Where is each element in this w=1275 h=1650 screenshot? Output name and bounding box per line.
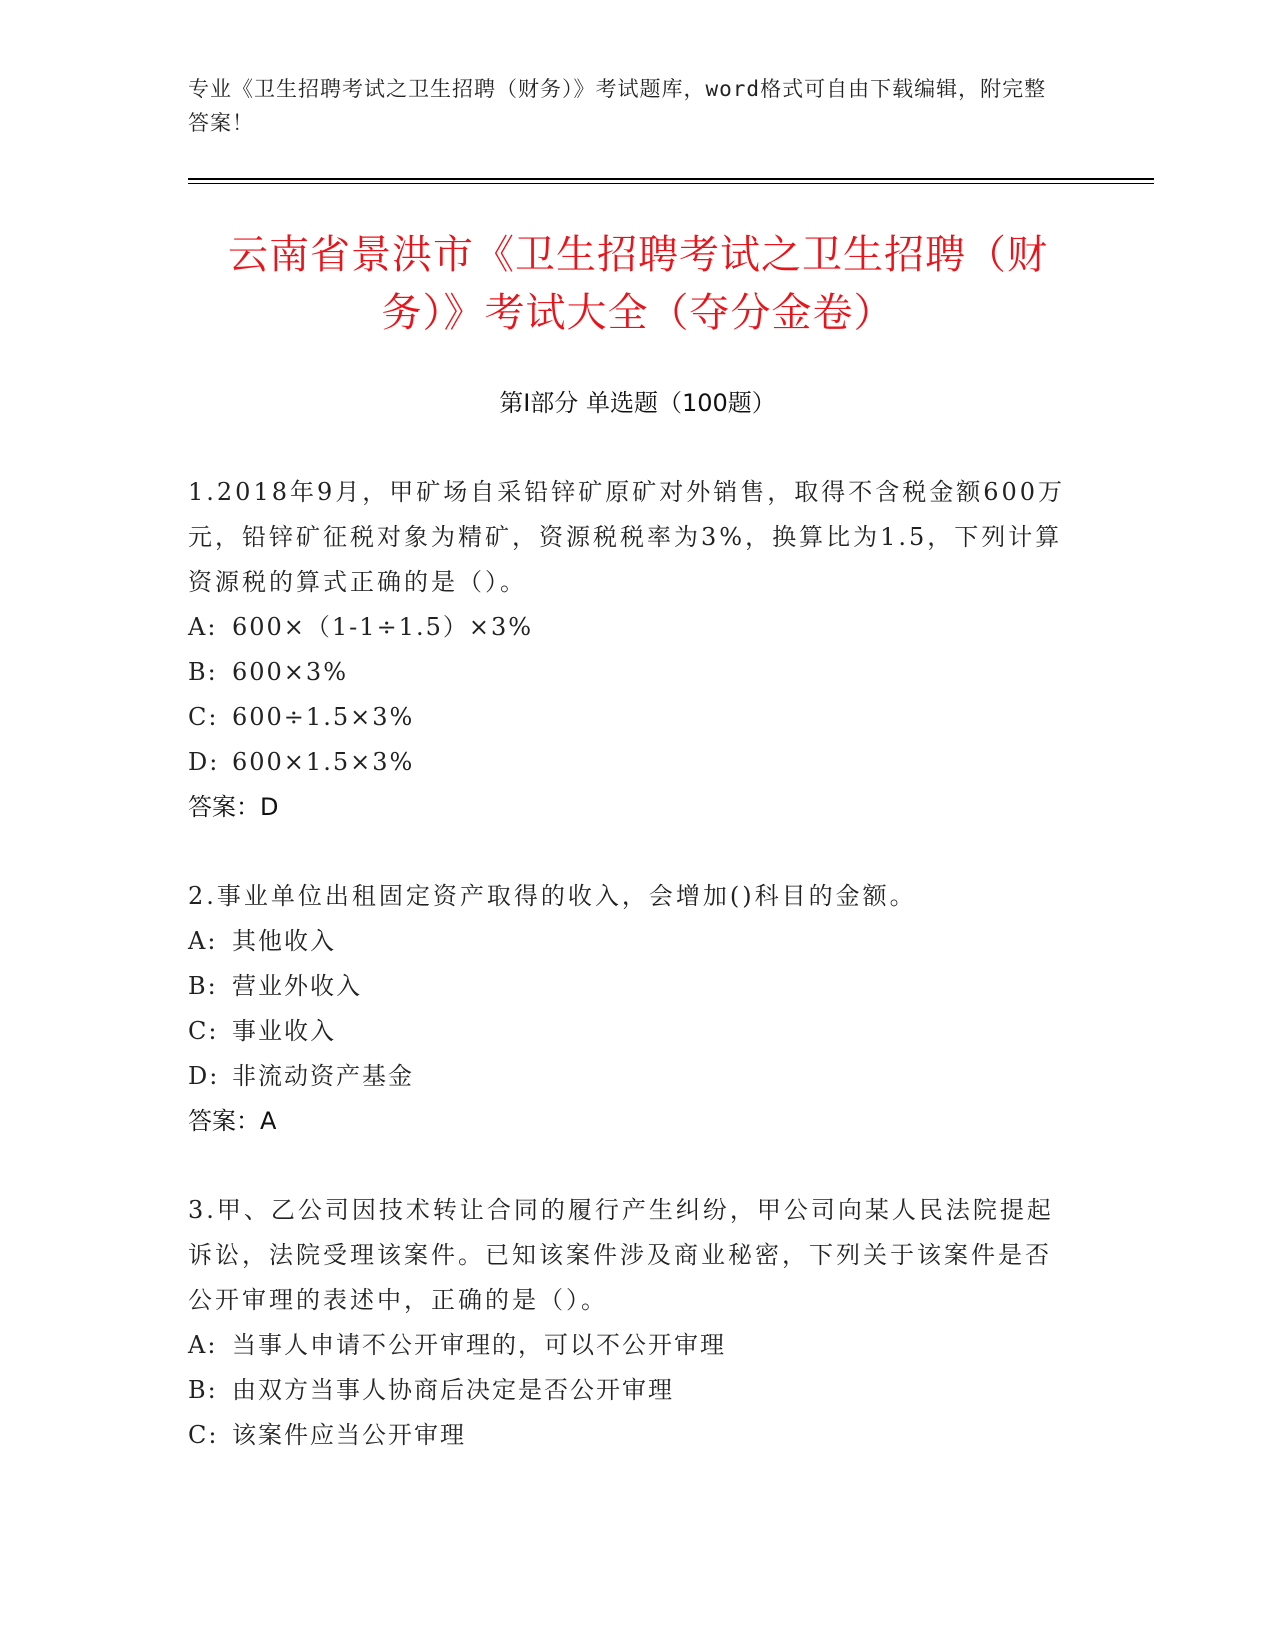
option-b — [188, 650, 1068, 695]
question-list — [188, 470, 1068, 1502]
option-key: B: — [188, 658, 218, 686]
question-stem: 3.甲、乙公司因技术转让合同的履行产生纠纷，甲公司向某人民法院提起诉讼，法院受理该案件。已知该案件涉及商业秘密，下列关于该案件是否公开审理的表述中，正确的是（）。 — [188, 1196, 1054, 1314]
option-c — [188, 1413, 1068, 1458]
option-d — [188, 1054, 1068, 1099]
option-b — [188, 964, 1068, 1009]
option-text: 当事人申请不公开审理的，可以不公开审理 — [232, 1331, 726, 1359]
section-title: 第I部分 单选题（100题） — [499, 389, 776, 417]
question-stem: 2.事业单位出租固定资产取得的收入，会增加()科目的金额。 — [188, 882, 917, 910]
option-key: C: — [188, 1421, 219, 1449]
option-text: 营业外收入 — [232, 972, 362, 1000]
answer: 答案：A — [188, 1107, 277, 1135]
option-key: C: — [188, 703, 219, 731]
option-text: 由双方当事人协商后决定是否公开审理 — [232, 1376, 674, 1404]
question-stem: 1.2018年9月，甲矿场自采铅锌矿原矿对外销售，取得不含税金额600万元，铅锌矿征税对象为精矿，资源税税率为3%，换算比为1.5，下列计算资源税的算式正确的是（）。 — [188, 478, 1066, 596]
option-b — [188, 1368, 1068, 1413]
option-text: 600×（1-1÷1.5）×3% — [232, 613, 534, 641]
option-key: A: — [188, 1331, 218, 1359]
option-c — [188, 695, 1068, 740]
option-a — [188, 605, 1068, 650]
question-3 — [188, 1188, 1068, 1458]
header-rule-thick — [188, 178, 1154, 180]
answer: 答案：D — [188, 793, 279, 821]
option-key: C: — [188, 1017, 219, 1045]
header-note: 专业《卫生招聘考试之卫生招聘（财务）》考试题库，word格式可自由下载编辑，附完整答案！ — [188, 77, 1047, 135]
header-rule-thin — [188, 183, 1154, 184]
option-key: A: — [188, 613, 218, 641]
option-key: A: — [188, 927, 218, 955]
option-text: 非流动资产基金 — [232, 1062, 414, 1090]
option-text: 其他收入 — [232, 927, 336, 955]
option-d — [188, 740, 1068, 785]
option-a — [188, 1323, 1068, 1368]
option-text: 600÷1.5×3% — [232, 703, 415, 731]
option-text: 该案件应当公开审理 — [232, 1421, 466, 1449]
option-a — [188, 919, 1068, 964]
option-c — [188, 1009, 1068, 1054]
option-text: 事业收入 — [232, 1017, 336, 1045]
question-2 — [188, 874, 1068, 1144]
option-text: 600×3% — [232, 658, 348, 686]
question-1 — [188, 470, 1068, 830]
document-title: 云南省景洪市《卫生招聘考试之卫生招聘（财务）》考试大全（夺分金卷） — [228, 232, 1048, 336]
option-key: D: — [188, 1062, 220, 1090]
option-text: 600×1.5×3% — [232, 748, 415, 776]
option-key: B: — [188, 1376, 218, 1404]
option-key: B: — [188, 972, 218, 1000]
option-key: D: — [188, 748, 220, 776]
